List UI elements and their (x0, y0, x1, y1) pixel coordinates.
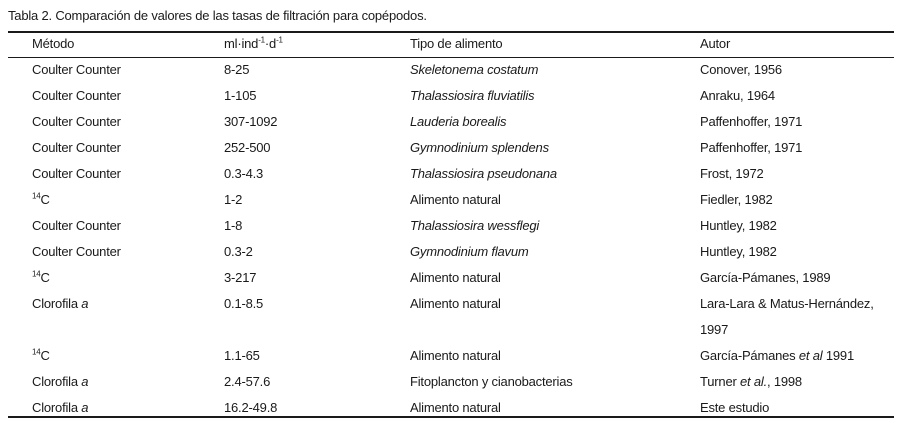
table-row (8, 395, 894, 421)
header-food: Tipo de alimento (410, 36, 503, 51)
table-row (8, 213, 894, 239)
cell-rate: 252-500 (224, 140, 271, 155)
cell-method (8, 369, 224, 395)
cell-rate: 1-2 (224, 192, 243, 207)
cell-author (700, 83, 894, 109)
cell-author (700, 161, 894, 187)
cell-author (700, 57, 894, 83)
header-author: Autor (700, 36, 731, 51)
method-text: Clorofila (32, 374, 82, 389)
cell-author (700, 239, 894, 265)
table-body (8, 57, 894, 421)
table-row (8, 291, 894, 343)
author-text: Huntley, 1982 (700, 244, 777, 259)
method-text: Coulter Counter (32, 140, 121, 155)
table-caption: Tabla 2. Comparación de valores de las tasas de filtración para copépodos. (8, 8, 427, 23)
author-text: Paffenhoffer, 1971 (700, 140, 803, 155)
cell-author (700, 135, 894, 161)
cell-food: Thalassiosira fluviatilis (410, 88, 535, 103)
cell-food: Gymnodinium splendens (410, 140, 549, 155)
table-row (8, 369, 894, 395)
author-text: Lara-Lara & Matus-Hernández, 1997 (700, 296, 874, 337)
method-text: Coulter Counter (32, 218, 121, 233)
cell-food: Thalassiosira wessflegi (410, 218, 540, 233)
method-text: Coulter Counter (32, 114, 121, 129)
cell-author (700, 265, 894, 291)
method-italic-text: a (81, 296, 89, 311)
method-text: Coulter Counter (32, 166, 121, 181)
author-text: Anraku, 1964 (700, 88, 775, 103)
cell-author (700, 343, 894, 369)
method-text: C (40, 348, 50, 363)
author-suffix-text: 1991 (822, 348, 854, 363)
cell-method (8, 135, 224, 161)
method-text: Coulter Counter (32, 244, 121, 259)
cell-rate: 3-217 (224, 270, 257, 285)
cell-rate: 0.1-8.5 (224, 296, 264, 311)
author-text: Huntley, 1982 (700, 218, 777, 233)
isotope-superscript: 14 (32, 269, 41, 279)
author-suffix-text: , 1998 (767, 374, 802, 389)
table-row (8, 135, 894, 161)
rate-unit-exp-2: -1 (276, 35, 283, 45)
cell-rate: 0.3-4.3 (224, 166, 264, 181)
cell-food: Alimento natural (410, 192, 501, 207)
cell-method (8, 57, 224, 83)
author-italic-text: et al. (740, 374, 768, 389)
isotope-superscript: 14 (32, 191, 41, 201)
cell-food: Lauderia borealis (410, 114, 507, 129)
cell-method (8, 265, 224, 291)
cell-rate: 0.3-2 (224, 244, 253, 259)
table-row (8, 265, 894, 291)
cell-rate: 1-8 (224, 218, 243, 233)
method-text: Clorofila (32, 296, 82, 311)
cell-author (700, 369, 894, 395)
cell-rate: 2.4-57.6 (224, 374, 271, 389)
cell-rate: 1-105 (224, 88, 257, 103)
table-row (8, 57, 894, 83)
table-row (8, 187, 894, 213)
cell-method (8, 395, 224, 421)
header-rate (224, 32, 410, 57)
cell-rate: 16.2-49.8 (224, 400, 278, 415)
cell-food: Alimento natural (410, 348, 501, 363)
method-text: Coulter Counter (32, 62, 121, 77)
table-row (8, 239, 894, 265)
header-method: Método (32, 36, 75, 51)
author-text: Turner (700, 374, 741, 389)
author-italic-text: et al (798, 348, 823, 363)
author-text: Frost, 1972 (700, 166, 764, 181)
cell-author (700, 291, 894, 343)
table-row (8, 83, 894, 109)
table-row (8, 343, 894, 369)
cell-food: Thalassiosira pseudonana (410, 166, 557, 181)
cell-method (8, 187, 224, 213)
cell-food: Skeletonema costatum (410, 62, 539, 77)
cell-method (8, 109, 224, 135)
author-text: Paffenhoffer, 1971 (700, 114, 803, 129)
cell-author (700, 395, 894, 421)
method-text: C (40, 192, 50, 207)
cell-method (8, 239, 224, 265)
header-row (8, 32, 894, 57)
cell-method (8, 213, 224, 239)
cell-food: Alimento natural (410, 270, 501, 285)
cell-method (8, 343, 224, 369)
cell-author (700, 187, 894, 213)
rate-unit-exp-1: -1 (258, 35, 265, 45)
method-italic-text: a (81, 400, 89, 415)
isotope-superscript: 14 (32, 347, 41, 357)
method-text: C (40, 270, 50, 285)
filtration-rate-table (8, 32, 894, 421)
rate-unit-ml-ind: ml·ind (224, 36, 259, 51)
rate-unit-d: ·d (264, 36, 277, 51)
cell-method (8, 291, 224, 343)
cell-rate: 1.1-65 (224, 348, 260, 363)
author-text: Fiedler, 1982 (700, 192, 773, 207)
method-italic-text: a (81, 374, 89, 389)
cell-food: Alimento natural (410, 296, 501, 311)
cell-food: Fitoplancton y cianobacterias (410, 374, 573, 389)
method-text: Coulter Counter (32, 88, 121, 103)
table-row (8, 109, 894, 135)
author-text: Este estudio (700, 400, 770, 415)
cell-food: Gymnodinium flavum (410, 244, 529, 259)
cell-rate: 307-1092 (224, 114, 278, 129)
author-text: García-Pámanes, 1989 (700, 270, 831, 285)
cell-author (700, 109, 894, 135)
author-text: Conover, 1956 (700, 62, 782, 77)
cell-rate: 8-25 (224, 62, 250, 77)
cell-method (8, 161, 224, 187)
author-text: García-Pámanes (700, 348, 799, 363)
cell-method (8, 83, 224, 109)
cell-author (700, 213, 894, 239)
table-row (8, 161, 894, 187)
method-text: Clorofila (32, 400, 82, 415)
cell-food: Alimento natural (410, 400, 501, 415)
